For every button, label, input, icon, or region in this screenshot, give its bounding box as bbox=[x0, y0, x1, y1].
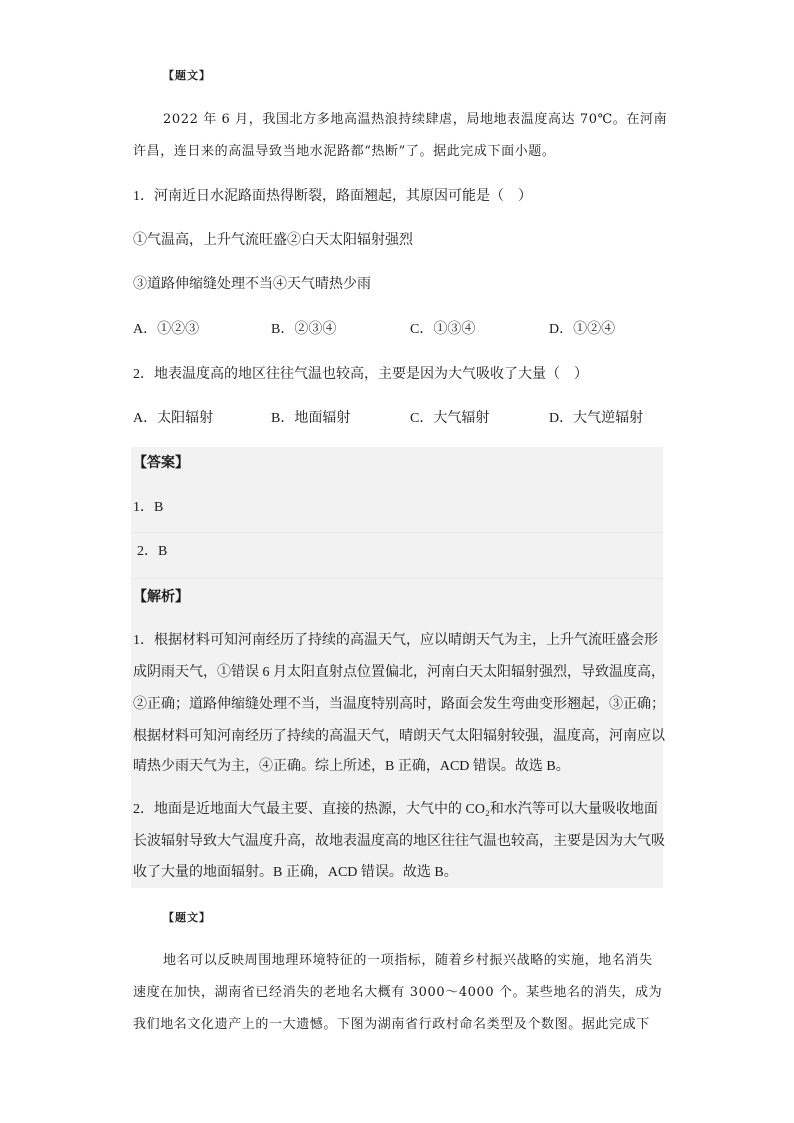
answer-item: 2．B bbox=[137, 544, 168, 559]
question-label: 【题文】 bbox=[163, 69, 211, 82]
analysis-label: 【解析】 bbox=[133, 589, 189, 605]
analysis-line: 根据材料可知河南经历了持续的高温天气，晴朗天气太阳辐射较强，温度高，河南应以 bbox=[133, 729, 665, 744]
analysis-line: ②正确；道路伸缩缝处理不当，当温度特别高时，路面会发生弯曲变形翘起，③正确； bbox=[133, 697, 665, 712]
question-1-option-c: C．①③④ bbox=[410, 322, 476, 337]
question-2-option-b: B．地面辐射 bbox=[271, 411, 351, 426]
analysis-line: 收了大量的地面辐射。B 正确，ACD 错误。故选 B。 bbox=[133, 865, 458, 880]
divider bbox=[131, 578, 663, 579]
question-label: 【题文】 bbox=[163, 911, 211, 924]
divider bbox=[131, 532, 663, 533]
question-2-option-d: D．大气逆辐射 bbox=[549, 411, 644, 426]
question-2-option-c: C．大气辐射 bbox=[410, 411, 490, 426]
stem-line: 2022 年 6 月，我国北方多地高温热浪持续肆虐，局地地表温度高达 70℃。在河南 bbox=[163, 112, 668, 127]
question-1-option-b: B．②③④ bbox=[271, 322, 337, 337]
question-1-option-d: D．①②④ bbox=[549, 322, 616, 337]
answer-label: 【答案】 bbox=[133, 455, 189, 471]
stem-line: 许昌，连日来的高温导致当地水泥路都“热断”了。据此完成下面小题。 bbox=[133, 144, 556, 159]
question-1-statement: ①气温高，上升气流旺盛②白天太阳辐射强烈 bbox=[133, 233, 413, 248]
question-2-option-a: A．太阳辐射 bbox=[133, 411, 214, 426]
stem-line: 我们地名文化遗产上的一大遗憾。下图为湖南省行政村命名类型及个数图。据此完成下 bbox=[133, 1017, 650, 1032]
question-2-text: 2．地表温度高的地区往往气温也较高，主要是因为大气吸收了大量（ ） bbox=[133, 367, 588, 382]
stem-line: 地名可以反映周围地理环境特征的一项指标，随着乡村振兴战略的实施，地名消失 bbox=[163, 953, 653, 968]
question-1-option-a: A．①②③ bbox=[133, 322, 200, 337]
question-1-statement: ③道路伸缩缝处理不当④天气晴热少雨 bbox=[133, 277, 371, 292]
stem-line: 速度在加快，湖南省已经消失的老地名大概有 3000～4000 个。某些地名的消失，成为 bbox=[133, 985, 663, 1000]
analysis-line: 长波辐射导致大气温度升高，故地表温度高的地区往往气温也较高，主要是因为大气吸 bbox=[133, 834, 665, 849]
analysis-line: 2．地面是近地面大气最主要、直接的热源，大气中的 CO₂和水汽等可以大量吸收地面 bbox=[133, 802, 658, 817]
analysis-line: 成阴雨天气，①错误 6 月太阳直射点位置偏北，河南白天太阳辐射强烈，导致温度高， bbox=[133, 665, 665, 680]
analysis-line: 晴热少雨天气为主，④正确。综上所述，B 正确，ACD 错误。故选 B。 bbox=[133, 759, 570, 774]
analysis-line: 1．根据材料可知河南经历了持续的高温天气，应以晴朗天气为主，上升气流旺盛会形 bbox=[133, 633, 658, 648]
answer-item: 1．B bbox=[133, 500, 164, 515]
question-1-text: 1．河南近日水泥路面热得断裂，路面翘起，其原因可能是（ ） bbox=[133, 189, 532, 204]
